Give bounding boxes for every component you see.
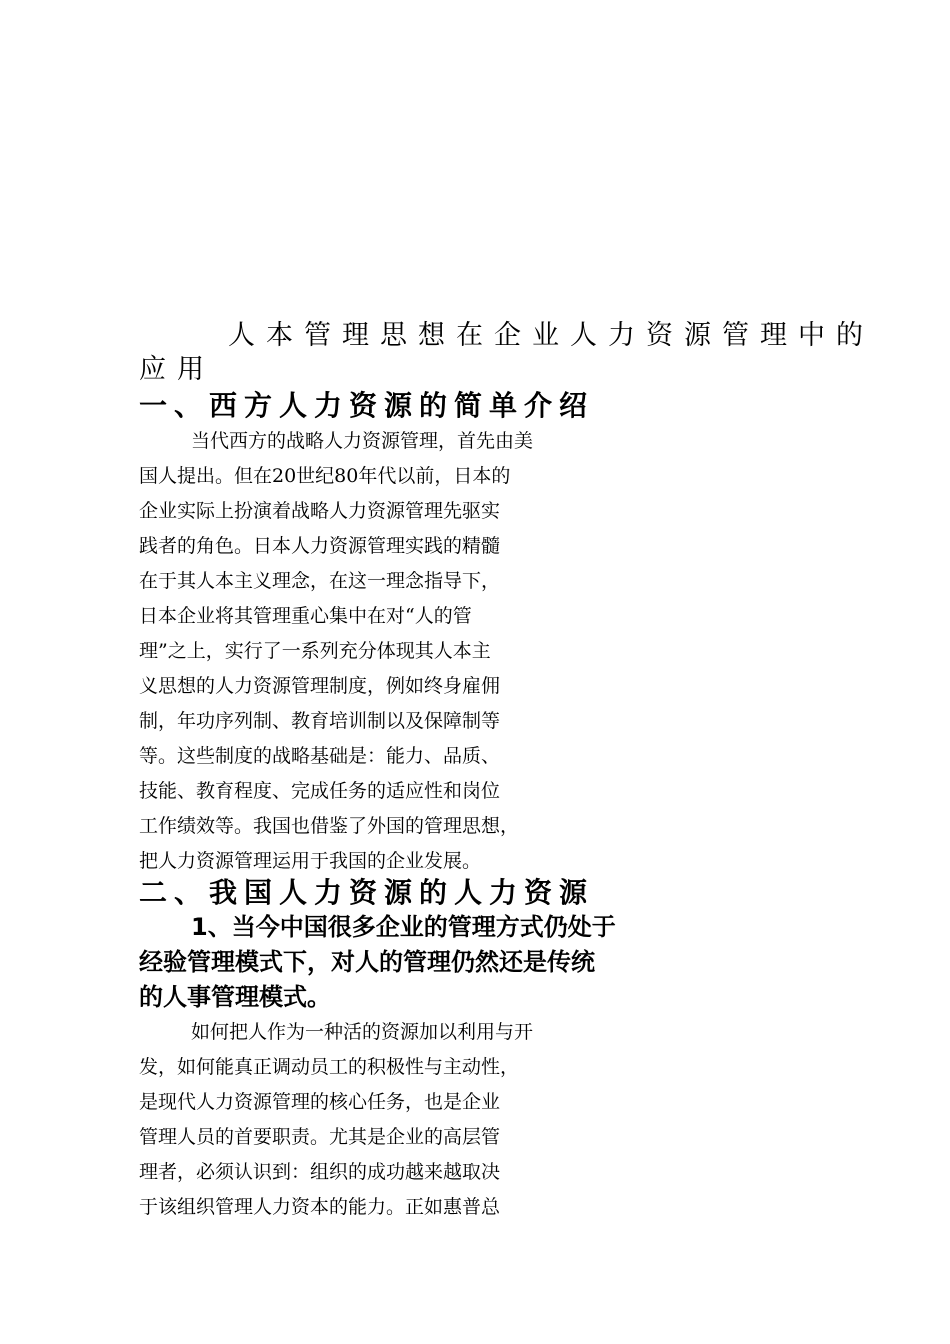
subheading-line: 经验管理模式下，对人的管理仍然还是传统 bbox=[139, 948, 595, 976]
paragraph-line: 理”之上，实行了一系列充分体现其人本主 bbox=[139, 640, 491, 662]
paragraph-line: 管理人员的首要职责。尤其是企业的高层管 bbox=[139, 1126, 501, 1148]
paragraph-line: 国人提出。但在20世纪80年代以前，日本的 bbox=[139, 465, 511, 487]
paragraph-line: 于该组织管理人力资本的能力。正如惠普总 bbox=[139, 1196, 501, 1218]
paragraph-line: 把人力资源管理运用于我国的企业发展。 bbox=[139, 850, 482, 872]
paragraph-line: 日本企业将其管理重心集中在对“人的管 bbox=[139, 605, 472, 627]
paragraph-line: 企业实际上扮演着战略人力资源管理先驱实 bbox=[139, 500, 501, 522]
paragraph-line: 当代西方的战略人力资源管理，首先由美 bbox=[191, 430, 534, 452]
section2-heading: 二、我国人力资源的人力资源 bbox=[139, 876, 595, 909]
paragraph-line: 技能、教育程度、完成任务的适应性和岗位 bbox=[139, 780, 501, 802]
section2-paragraph bbox=[139, 1015, 849, 1225]
paragraph-line: 是现代人力资源管理的核心任务，也是企业 bbox=[139, 1091, 501, 1113]
paragraph-line: 等。这些制度的战略基础是：能力、品质、 bbox=[139, 745, 501, 767]
subheading-line: 1、当今中国很多企业的管理方式仍处于 bbox=[191, 913, 616, 941]
paragraph-line: 工作绩效等。我国也借鉴了外国的管理思想， bbox=[139, 815, 520, 837]
section2-subheading bbox=[139, 910, 849, 1015]
paragraph-line: 如何把人作为一种活的资源加以利用与开 bbox=[191, 1021, 534, 1043]
document-title-line1: 人本管理思想在企业人力资源管理中的 bbox=[228, 320, 874, 351]
paragraph-line: 发，如何能真正调动员工的积极性与主动性， bbox=[139, 1056, 520, 1078]
paragraph-line: 在于其人本主义理念，在这一理念指导下， bbox=[139, 570, 501, 592]
section1-paragraph bbox=[139, 424, 849, 879]
section1-heading: 一、西方人力资源的简单介绍 bbox=[139, 389, 595, 422]
paragraph-line: 践者的角色。日本人力资源管理实践的精髓 bbox=[139, 535, 501, 557]
paragraph-line: 义思想的人力资源管理制度，例如终身雇佣 bbox=[139, 675, 501, 697]
document-title-line2: 应用 bbox=[139, 354, 215, 385]
subheading-line: 的人事管理模式。 bbox=[139, 983, 331, 1011]
paragraph-line: 制，年功序列制、教育培训制以及保障制等 bbox=[139, 710, 501, 732]
paragraph-line: 理者，必须认识到：组织的成功越来越取决 bbox=[139, 1161, 501, 1183]
